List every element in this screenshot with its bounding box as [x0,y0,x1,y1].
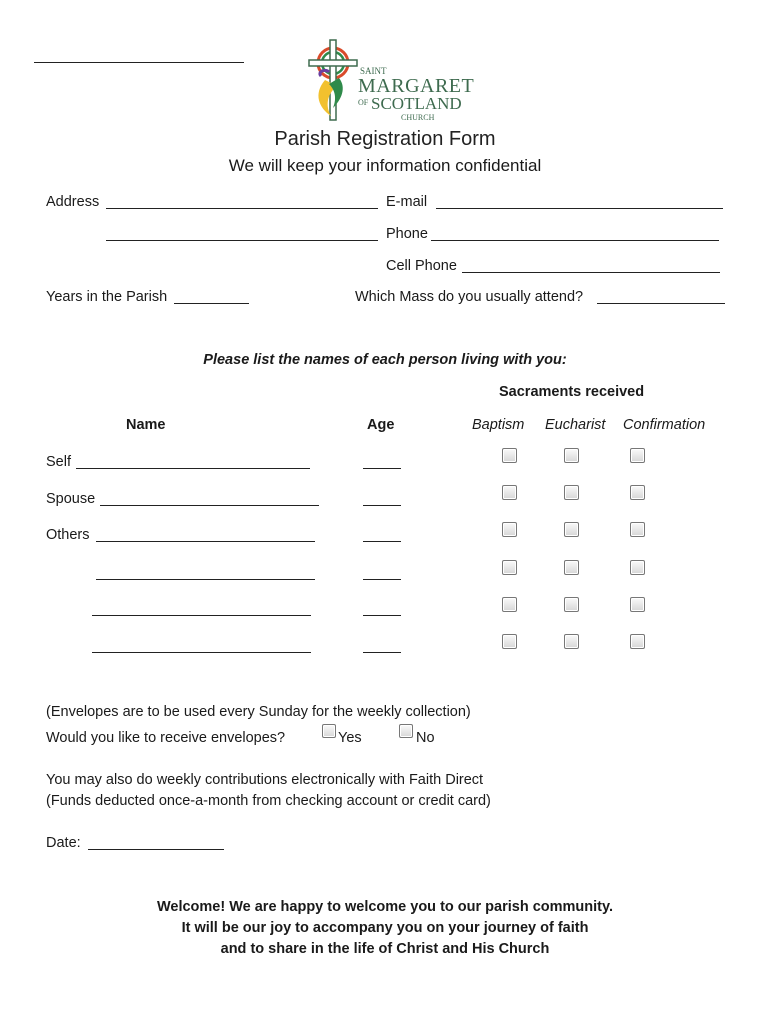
other-1-confirmation-checkbox[interactable] [630,522,645,537]
other-3-name-field[interactable] [92,615,311,616]
envelopes-question: Would you like to receive envelopes? [46,730,286,746]
other-4-name-field[interactable] [92,652,311,653]
header-blank-line[interactable] [34,62,244,63]
envelopes-no-label: No [416,730,435,746]
logo-of: OF [358,98,369,107]
envelopes-yes-checkbox[interactable] [322,724,336,738]
cell-phone-label: Cell Phone [386,258,457,274]
welcome-line-3: and to share in the life of Christ and His Church [220,941,550,957]
welcome-line-1: Welcome! We are happy to welcome you to our parish community. [156,899,614,915]
row-label-spouse: Spouse [46,491,96,507]
other-4-confirmation-checkbox[interactable] [630,634,645,649]
address-field-2[interactable] [106,240,378,241]
other-3-baptism-checkbox[interactable] [502,597,517,612]
years-field[interactable] [174,303,249,304]
email-field[interactable] [436,208,723,209]
phone-field[interactable] [431,240,719,241]
page-title: Parish Registration Form [274,128,496,150]
self-age-field[interactable] [363,468,401,469]
other-2-eucharist-checkbox[interactable] [564,560,579,575]
date-field[interactable] [88,849,224,850]
other-4-age-field[interactable] [363,652,401,653]
column-header-age: Age [367,417,395,433]
row-label-others: Others [46,527,90,543]
date-label: Date: [46,835,81,851]
envelopes-note: (Envelopes are to be used every Sunday for the weekly collection) [46,704,471,720]
column-header-confirmation: Confirmation [623,417,706,433]
column-header-baptism: Baptism [472,417,525,433]
address-field-1[interactable] [106,208,378,209]
self-baptism-checkbox[interactable] [502,448,517,463]
column-header-eucharist: Eucharist [545,417,606,433]
envelopes-yes-label: Yes [338,730,362,746]
spouse-name-field[interactable] [100,505,319,506]
page-subtitle: We will keep your information confidential [228,156,542,175]
other-1-baptism-checkbox[interactable] [502,522,517,537]
cell-phone-field[interactable] [462,272,720,273]
logo-scotland: SCOTLAND [371,94,462,113]
envelopes-no-checkbox[interactable] [399,724,413,738]
mass-label: Which Mass do you usually attend? [355,289,584,305]
cross-icon [303,36,363,124]
other-4-eucharist-checkbox[interactable] [564,634,579,649]
column-header-name: Name [126,417,166,433]
other-1-name-field[interactable] [96,541,315,542]
electronic-line-2: (Funds deducted once-a-month from checking account or credit card) [46,793,491,809]
other-2-baptism-checkbox[interactable] [502,560,517,575]
self-name-field[interactable] [76,468,310,469]
sacraments-heading: Sacraments received [499,384,645,400]
other-2-name-field[interactable] [96,579,315,580]
church-logo [303,36,475,124]
spouse-baptism-checkbox[interactable] [502,485,517,500]
years-label: Years in the Parish [46,289,168,305]
row-label-self: Self [46,454,71,470]
welcome-line-2: It will be our joy to accompany you on your journey of faith [181,920,589,936]
phone-label: Phone [386,226,428,242]
other-3-confirmation-checkbox[interactable] [630,597,645,612]
electronic-line-1: You may also do weekly contributions electronically with Faith Direct [46,772,484,788]
address-label: Address [46,194,100,210]
spouse-eucharist-checkbox[interactable] [564,485,579,500]
self-confirmation-checkbox[interactable] [630,448,645,463]
household-instruction: Please list the names of each person living with you: [203,352,567,368]
spouse-age-field[interactable] [363,505,401,506]
other-3-eucharist-checkbox[interactable] [564,597,579,612]
spouse-confirmation-checkbox[interactable] [630,485,645,500]
other-2-confirmation-checkbox[interactable] [630,560,645,575]
email-label: E-mail [386,194,428,210]
self-eucharist-checkbox[interactable] [564,448,579,463]
logo-church: CHURCH [401,113,435,122]
logo-margaret: MARGARET [358,75,475,97]
other-1-age-field[interactable] [363,541,401,542]
logo-saint: SAINT [360,66,387,76]
mass-field[interactable] [597,303,725,304]
other-4-baptism-checkbox[interactable] [502,634,517,649]
other-1-eucharist-checkbox[interactable] [564,522,579,537]
other-3-age-field[interactable] [363,615,401,616]
other-2-age-field[interactable] [363,579,401,580]
